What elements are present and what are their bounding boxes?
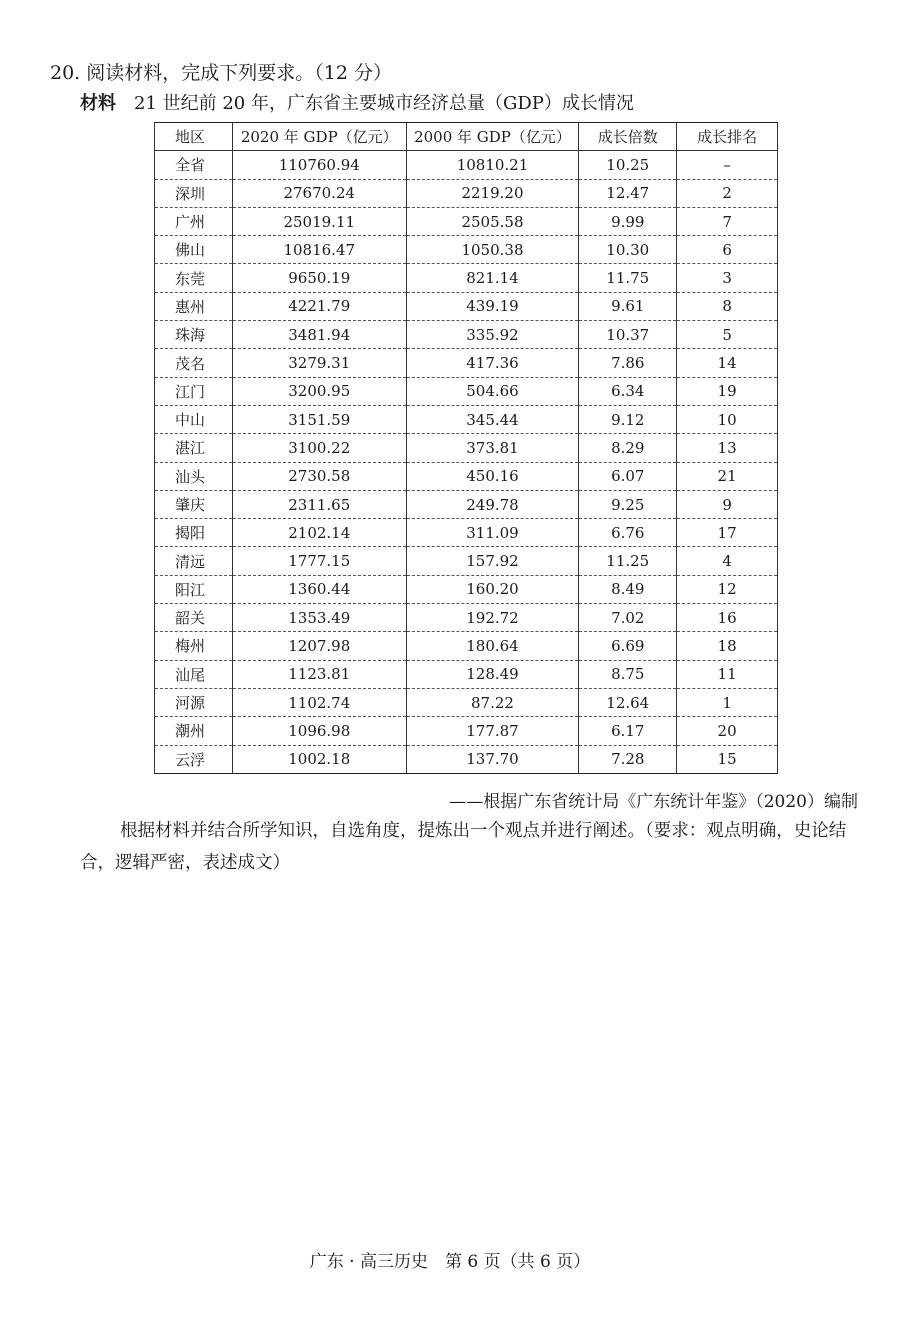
table-row xyxy=(155,519,778,547)
cell-gdp-2000: 180.64 xyxy=(406,632,579,660)
cell-gdp-2020: 3100.22 xyxy=(232,434,406,462)
cell-growth-multiple: 6.76 xyxy=(579,519,677,547)
table-row xyxy=(155,292,778,320)
table-row xyxy=(155,745,778,773)
cell-gdp-2020: 1096.98 xyxy=(232,717,406,745)
cell-gdp-2020: 1102.74 xyxy=(232,688,406,716)
table-row xyxy=(155,405,778,433)
cell-region: 梅州 xyxy=(155,632,233,660)
cell-region: 惠州 xyxy=(155,292,233,320)
cell-growth-multiple: 10.30 xyxy=(579,236,677,264)
cell-gdp-2000: 87.22 xyxy=(406,688,579,716)
cell-region: 茂名 xyxy=(155,349,233,377)
cell-gdp-2000: 177.87 xyxy=(406,717,579,745)
cell-region: 湛江 xyxy=(155,434,233,462)
cell-region: 清远 xyxy=(155,547,233,575)
table-row xyxy=(155,434,778,462)
cell-growth-multiple: 6.69 xyxy=(579,632,677,660)
cell-gdp-2000: 311.09 xyxy=(406,519,579,547)
cell-growth-multiple: 8.49 xyxy=(579,575,677,603)
material-tag: 材料 xyxy=(80,93,116,114)
cell-gdp-2000: 249.78 xyxy=(406,490,579,518)
cell-growth-rank: 15 xyxy=(677,745,778,773)
table-row xyxy=(155,660,778,688)
table-row xyxy=(155,207,778,235)
cell-growth-multiple: 11.75 xyxy=(579,264,677,292)
cell-growth-rank: 12 xyxy=(677,575,778,603)
cell-growth-rank: 8 xyxy=(677,292,778,320)
material-caption xyxy=(80,89,634,115)
cell-growth-rank: 11 xyxy=(677,660,778,688)
cell-gdp-2020: 1353.49 xyxy=(232,604,406,632)
cell-growth-multiple: 10.25 xyxy=(579,151,677,179)
cell-gdp-2000: 373.81 xyxy=(406,434,579,462)
cell-gdp-2020: 25019.11 xyxy=(232,207,406,235)
cell-region: 中山 xyxy=(155,405,233,433)
cell-growth-multiple: 9.12 xyxy=(579,405,677,433)
cell-region: 汕头 xyxy=(155,462,233,490)
cell-growth-rank: 9 xyxy=(677,490,778,518)
cell-gdp-2020: 1777.15 xyxy=(232,547,406,575)
cell-gdp-2020: 27670.24 xyxy=(232,179,406,207)
cell-growth-multiple: 6.07 xyxy=(579,462,677,490)
cell-region: 揭阳 xyxy=(155,519,233,547)
table-row xyxy=(155,688,778,716)
cell-region: 佛山 xyxy=(155,236,233,264)
cell-growth-rank: 17 xyxy=(677,519,778,547)
cell-gdp-2020: 2102.14 xyxy=(232,519,406,547)
cell-growth-multiple: 7.28 xyxy=(579,745,677,773)
cell-growth-rank: 5 xyxy=(677,321,778,349)
cell-growth-rank: 10 xyxy=(677,405,778,433)
table-row xyxy=(155,236,778,264)
cell-growth-rank: 21 xyxy=(677,462,778,490)
cell-gdp-2020: 1360.44 xyxy=(232,575,406,603)
question-prompt: 根据材料并结合所学知识，自选角度，提炼出一个观点并进行阐述。（要求：观点明确，史论结合，逻辑严密，表述成文） xyxy=(80,821,847,873)
cell-gdp-2000: 10810.21 xyxy=(406,151,579,179)
cell-gdp-2020: 3481.94 xyxy=(232,321,406,349)
header-gdp-2020: 2020 年 GDP（亿元） xyxy=(232,123,406,151)
cell-region: 阳江 xyxy=(155,575,233,603)
cell-gdp-2000: 821.14 xyxy=(406,264,579,292)
cell-growth-multiple: 8.29 xyxy=(579,434,677,462)
cell-growth-multiple: 6.17 xyxy=(579,717,677,745)
table-row xyxy=(155,179,778,207)
cell-gdp-2000: 345.44 xyxy=(406,405,579,433)
cell-gdp-2000: 2505.58 xyxy=(406,207,579,235)
cell-gdp-2000: 2219.20 xyxy=(406,179,579,207)
table-row xyxy=(155,462,778,490)
page-footer: 广东 · 高三历史 第 6 页（共 6 页） xyxy=(309,1252,591,1272)
table-row xyxy=(155,604,778,632)
cell-growth-multiple: 7.86 xyxy=(579,349,677,377)
cell-growth-multiple: 12.47 xyxy=(579,179,677,207)
cell-region: 云浮 xyxy=(155,745,233,773)
cell-gdp-2020: 3151.59 xyxy=(232,405,406,433)
cell-region: 汕尾 xyxy=(155,660,233,688)
cell-region: 东莞 xyxy=(155,264,233,292)
table-row xyxy=(155,632,778,660)
cell-gdp-2000: 335.92 xyxy=(406,321,579,349)
cell-gdp-2000: 192.72 xyxy=(406,604,579,632)
cell-gdp-2020: 2311.65 xyxy=(232,490,406,518)
cell-growth-rank: 18 xyxy=(677,632,778,660)
cell-gdp-2020: 9650.19 xyxy=(232,264,406,292)
table-row xyxy=(155,264,778,292)
table-header-row xyxy=(155,123,778,151)
table-row xyxy=(155,717,778,745)
cell-gdp-2020: 110760.94 xyxy=(232,151,406,179)
header-growth-multiple: 成长倍数 xyxy=(579,123,677,151)
question-title: 20. 阅读材料，完成下列要求。（12 分） xyxy=(50,62,392,84)
cell-growth-rank: 16 xyxy=(677,604,778,632)
header-growth-rank: 成长排名 xyxy=(677,123,778,151)
table-row xyxy=(155,377,778,405)
table-row xyxy=(155,321,778,349)
cell-region: 全省 xyxy=(155,151,233,179)
cell-growth-multiple: 9.61 xyxy=(579,292,677,320)
cell-gdp-2000: 504.66 xyxy=(406,377,579,405)
cell-growth-rank: – xyxy=(677,151,778,179)
cell-region: 江门 xyxy=(155,377,233,405)
cell-gdp-2000: 157.92 xyxy=(406,547,579,575)
cell-gdp-2020: 4221.79 xyxy=(232,292,406,320)
gdp-table xyxy=(154,122,778,774)
cell-gdp-2000: 137.70 xyxy=(406,745,579,773)
cell-growth-rank: 14 xyxy=(677,349,778,377)
cell-growth-multiple: 9.99 xyxy=(579,207,677,235)
material-caption-text: 21 世纪前 20 年，广东省主要城市经济总量（GDP）成长情况 xyxy=(134,93,634,114)
cell-growth-multiple: 9.25 xyxy=(579,490,677,518)
cell-gdp-2000: 128.49 xyxy=(406,660,579,688)
table-row xyxy=(155,349,778,377)
cell-gdp-2000: 439.19 xyxy=(406,292,579,320)
cell-growth-multiple: 7.02 xyxy=(579,604,677,632)
cell-gdp-2000: 160.20 xyxy=(406,575,579,603)
cell-growth-multiple: 10.37 xyxy=(579,321,677,349)
table-row xyxy=(155,490,778,518)
header-region: 地区 xyxy=(155,123,233,151)
table-body xyxy=(155,151,778,774)
cell-growth-rank: 2 xyxy=(677,179,778,207)
cell-growth-rank: 6 xyxy=(677,236,778,264)
table-row xyxy=(155,151,778,179)
cell-growth-rank: 19 xyxy=(677,377,778,405)
cell-region: 珠海 xyxy=(155,321,233,349)
cell-gdp-2020: 2730.58 xyxy=(232,462,406,490)
cell-growth-rank: 7 xyxy=(677,207,778,235)
cell-gdp-2000: 450.16 xyxy=(406,462,579,490)
cell-growth-rank: 1 xyxy=(677,688,778,716)
cell-gdp-2020: 3200.95 xyxy=(232,377,406,405)
cell-gdp-2000: 1050.38 xyxy=(406,236,579,264)
cell-growth-multiple: 8.75 xyxy=(579,660,677,688)
cell-region: 潮州 xyxy=(155,717,233,745)
cell-region: 深圳 xyxy=(155,179,233,207)
cell-region: 广州 xyxy=(155,207,233,235)
cell-gdp-2000: 417.36 xyxy=(406,349,579,377)
cell-region: 韶关 xyxy=(155,604,233,632)
cell-region: 肇庆 xyxy=(155,490,233,518)
cell-gdp-2020: 1002.18 xyxy=(232,745,406,773)
cell-growth-multiple: 11.25 xyxy=(579,547,677,575)
table-row xyxy=(155,575,778,603)
cell-gdp-2020: 1207.98 xyxy=(232,632,406,660)
cell-gdp-2020: 1123.81 xyxy=(232,660,406,688)
cell-growth-rank: 4 xyxy=(677,547,778,575)
cell-growth-multiple: 12.64 xyxy=(579,688,677,716)
cell-growth-multiple: 6.34 xyxy=(579,377,677,405)
cell-region: 河源 xyxy=(155,688,233,716)
table-row xyxy=(155,547,778,575)
header-gdp-2000: 2000 年 GDP（亿元） xyxy=(406,123,579,151)
cell-growth-rank: 3 xyxy=(677,264,778,292)
cell-gdp-2020: 10816.47 xyxy=(232,236,406,264)
cell-gdp-2020: 3279.31 xyxy=(232,349,406,377)
cell-growth-rank: 20 xyxy=(677,717,778,745)
source-citation: ——根据广东省统计局《广东统计年鉴》（2020）编制 xyxy=(449,792,858,812)
cell-growth-rank: 13 xyxy=(677,434,778,462)
